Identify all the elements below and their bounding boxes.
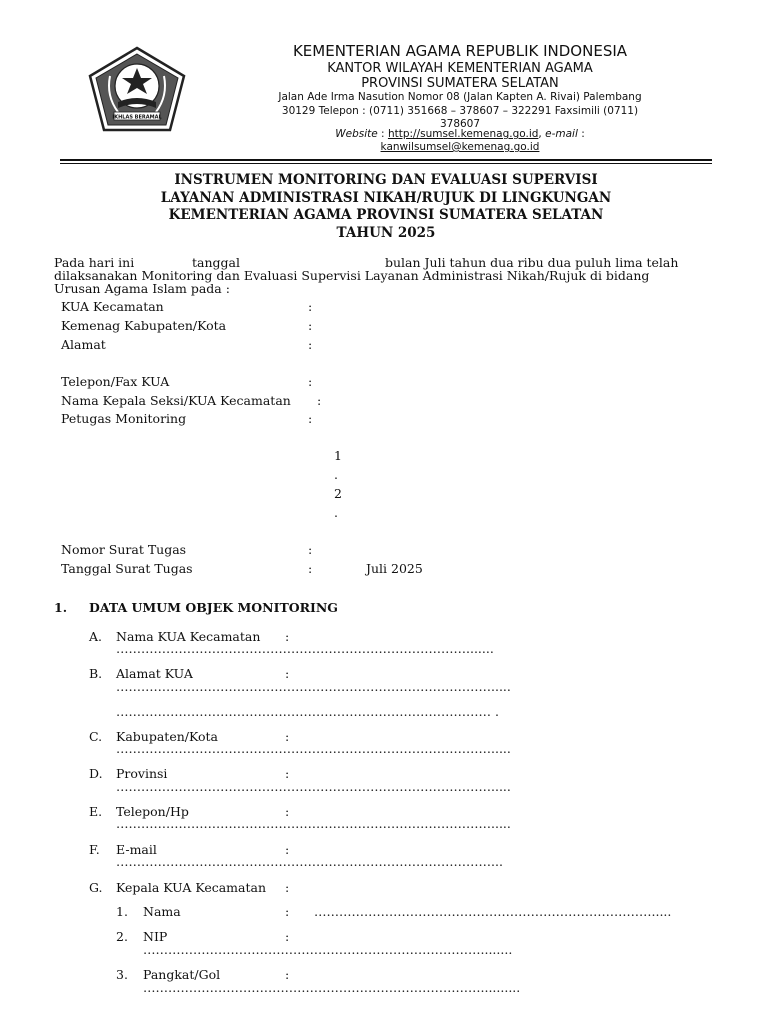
title-line-1: INSTRUMEN MONITORING DAN EVALUASI SUPERVISI: [174, 172, 598, 188]
letterhead-office: KANTOR WILAYAH KEMENTERIAN AGAMA: [327, 61, 593, 76]
petugas-item: .: [334, 467, 338, 482]
field-kemenag-label: Kemenag Kabupaten/Kota: [61, 318, 227, 333]
item-nama-kua-label: Nama KUA Kecamatan: [116, 629, 261, 644]
item-provinsi-label: Provinsi: [116, 766, 168, 781]
item-colon: :: [285, 729, 290, 744]
website-link[interactable]: http://sumsel.kemenag.go.id: [387, 128, 539, 140]
title-line-2: LAYANAN ADMINISTRASI NIKAH/RUJUK DI LINGKUNGAN: [160, 189, 612, 206]
field-petugas-label: Petugas Monitoring: [61, 411, 187, 426]
field-colon: :: [308, 299, 313, 314]
petugas-item: 1: [334, 448, 342, 463]
field-colon: :: [317, 393, 322, 408]
item-colon: :: [285, 804, 290, 819]
tanggal-surat-value: Juli 2025: [366, 561, 423, 576]
address-line-3: 378607: [439, 118, 481, 130]
field-telepon-label: Telepon/Fax KUA: [61, 374, 170, 389]
intro-line-3: Urusan Agama Islam pada :: [54, 281, 230, 296]
svg-text:IKHLAS BERAMAL: IKHLAS BERAMAL: [112, 114, 162, 121]
document-title: [60, 172, 712, 242]
tanggal-surat-label: Tanggal Surat Tugas: [61, 561, 193, 576]
field-colon: :: [308, 411, 313, 426]
letterhead-province: PROVINSI SUMATERA SELATAN: [361, 76, 559, 91]
email-link[interactable]: kanwilsumsel@kemenag.go.id: [380, 141, 540, 153]
item-alamat-kua-label: Alamat KUA: [116, 666, 193, 681]
item-kepala-kua-label: Kepala KUA Kecamatan: [116, 880, 267, 895]
subitem-pangkat-label: Pangkat/Gol: [143, 967, 221, 982]
item-dots: ……………………………………………………………………………….....: [116, 779, 511, 794]
header-rule-thin: [60, 163, 712, 164]
item-dots: ……………………………………………………………………………….....: [116, 741, 511, 756]
item-dots: ………………………………………………………………………….......: [116, 641, 494, 656]
subitem-colon: :: [285, 904, 290, 919]
item-colon: :: [285, 880, 290, 895]
item-colon: :: [285, 842, 290, 857]
item-letter: G.: [89, 880, 103, 895]
field-colon: :: [308, 561, 313, 576]
title-line-4: TAHUN 2025: [336, 224, 436, 241]
item-dots: ……………………………………………………………………………….....: [116, 679, 511, 694]
subitem-colon: :: [285, 929, 290, 944]
item-letter: F.: [89, 842, 100, 857]
letterhead-ministry: KEMENTERIAN AGAMA REPUBLIK INDONESIA: [292, 42, 628, 60]
section-heading: DATA UMUM OBJEK MONITORING: [89, 600, 338, 615]
website-label: Website: [335, 128, 378, 140]
item-dots: ……………………………………………………………………………… .: [116, 704, 499, 719]
subitem-number: 1.: [116, 904, 128, 919]
subitem-colon: :: [285, 967, 290, 982]
field-alamat-label: Alamat: [61, 337, 106, 352]
petugas-item: .: [334, 505, 338, 520]
item-letter: C.: [89, 729, 103, 744]
email-colon: :: [577, 128, 585, 140]
intro-line-2: dilaksanakan Monitoring dan Evaluasi Supervisi Layanan Administrasi Nikah/Rujuk di bidang: [54, 268, 650, 283]
field-colon: :: [308, 374, 313, 389]
subitem-nip-label: NIP: [143, 929, 168, 944]
subitem-number: 2.: [116, 929, 128, 944]
subitem-number: 3.: [116, 967, 128, 982]
item-colon: :: [285, 766, 290, 781]
item-kabupaten-label: Kabupaten/Kota: [116, 729, 218, 744]
item-letter: D.: [89, 766, 103, 781]
header-rule: [60, 159, 712, 161]
address-line-2: 30129 Telepon : (0711) 351668 – 378607 – 322291 Faxsimili (0711): [281, 104, 639, 117]
field-colon: :: [308, 337, 313, 352]
item-colon: :: [285, 666, 290, 681]
item-dots: ……………………………………………………………………………….....: [116, 816, 511, 831]
item-letter: E.: [89, 804, 103, 819]
email-separator: ,: [538, 128, 546, 140]
website-separator: :: [377, 128, 388, 140]
section-number: 1.: [54, 600, 68, 615]
item-telepon-label: Telepon/Hp: [116, 804, 189, 819]
intro-pada-hari-ini: Pada hari ini: [54, 255, 135, 270]
kemenag-logo: [88, 46, 186, 132]
item-colon: :: [285, 629, 290, 644]
item-email-label: E-mail: [116, 842, 157, 857]
address-line-1: Jalan Ade Irma Nasution Nomor 08 (Jalan Kapten A. Rivai) Palembang: [278, 91, 642, 103]
intro-tanggal: tanggal: [192, 255, 240, 270]
item-letter: B.: [89, 666, 103, 681]
field-kepala-label: Nama Kepala Seksi/KUA Kecamatan: [61, 393, 291, 408]
nomor-surat-label: Nomor Surat Tugas: [61, 542, 187, 557]
title-line-3: KEMENTERIAN AGAMA PROVINSI SUMATERA SELATAN: [168, 207, 604, 223]
petugas-item: 2: [334, 486, 342, 501]
subitem-dots: ………………………………………………………………………........: [143, 942, 513, 957]
subitem-dots: ……………………………………………………………………….....: [314, 904, 672, 919]
letterhead-address: [240, 91, 680, 132]
field-kua-kecamatan-label: KUA Kecamatan: [61, 299, 164, 314]
field-colon: :: [308, 542, 313, 557]
item-dots: ………………………………………………………………………………...: [116, 854, 503, 869]
item-letter: A.: [89, 629, 103, 644]
intro-bulan: bulan Juli tahun dua ribu dua puluh lima telah: [385, 255, 679, 270]
subitem-nama-label: Nama: [143, 904, 181, 919]
email-label: e-mail: [545, 128, 578, 140]
field-colon: :: [308, 318, 313, 333]
letterhead-contact: [240, 128, 680, 154]
subitem-dots: ………………………………………………………………………..........: [143, 980, 521, 995]
